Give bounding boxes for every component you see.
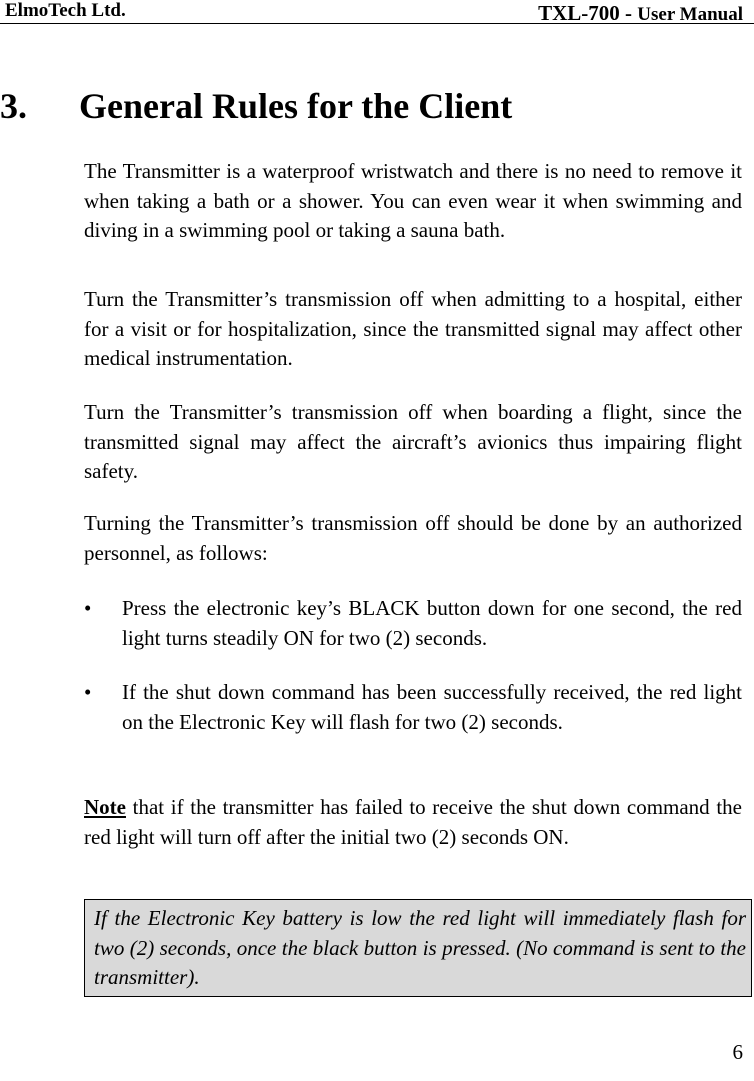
callout-text: If the Electronic Key battery is low the red light will immediately flash for two (2) seconds, once the black button is pressed. (No command is sent to the transmitter). bbox=[94, 906, 746, 989]
paragraph-flight bbox=[84, 398, 742, 487]
battery-callout-box bbox=[84, 899, 752, 997]
bullet-icon: • bbox=[84, 596, 92, 620]
paragraph-text: Turn the Transmitter’s transmission off when boarding a flight, since the transmitted signal may affect the aircraft’s avionics thus impairing flight safety. bbox=[84, 400, 742, 483]
bullet-item-press-button bbox=[84, 594, 742, 653]
paragraph-authorized bbox=[84, 509, 742, 568]
note-text: that if the transmitter has failed to receive the shut down command the red light will turn off after the initial two (2) seconds ON. bbox=[84, 795, 742, 849]
section-title: General Rules for the Client bbox=[79, 86, 513, 126]
paragraph-text: Turn the Transmitter’s transmission off when admitting to a hospital, either for a visit or for hospitalization, since the transmitted signal may affect other medical instrumentation. bbox=[84, 287, 742, 370]
note-paragraph bbox=[84, 793, 742, 852]
header-doc-type: User Manual bbox=[637, 4, 743, 25]
bullet-icon: • bbox=[84, 680, 92, 704]
page-number: 6 bbox=[732, 1040, 743, 1064]
paragraph-text: The Transmitter is a waterproof wristwatch and there is no need to remove it when taking a bath or a shower. You can even wear it when swimming and diving in a swimming pool or taking a sauna bath. bbox=[84, 159, 742, 242]
bullet-text: Press the electronic key’s BLACK button down for one second, the red light turns steadily ON for two (2) seconds. bbox=[122, 596, 742, 650]
bullet-text: If the shut down command has been successfully received, the red light on the Electronic Key will flash for two (2) seconds. bbox=[122, 680, 742, 734]
note-label: Note bbox=[84, 795, 126, 819]
header-divider bbox=[0, 23, 754, 24]
header-product: TXL-700 - bbox=[538, 1, 633, 25]
paragraph-hospital bbox=[84, 285, 742, 374]
bullet-item-shutdown-received bbox=[84, 678, 742, 737]
paragraph-waterproof bbox=[84, 157, 742, 246]
section-number: 3. bbox=[0, 86, 27, 126]
paragraph-text: Turning the Transmitter’s transmission off should be done by an authorized personnel, as follows: bbox=[84, 511, 742, 565]
header-company: ElmoTech Ltd. bbox=[5, 0, 126, 21]
